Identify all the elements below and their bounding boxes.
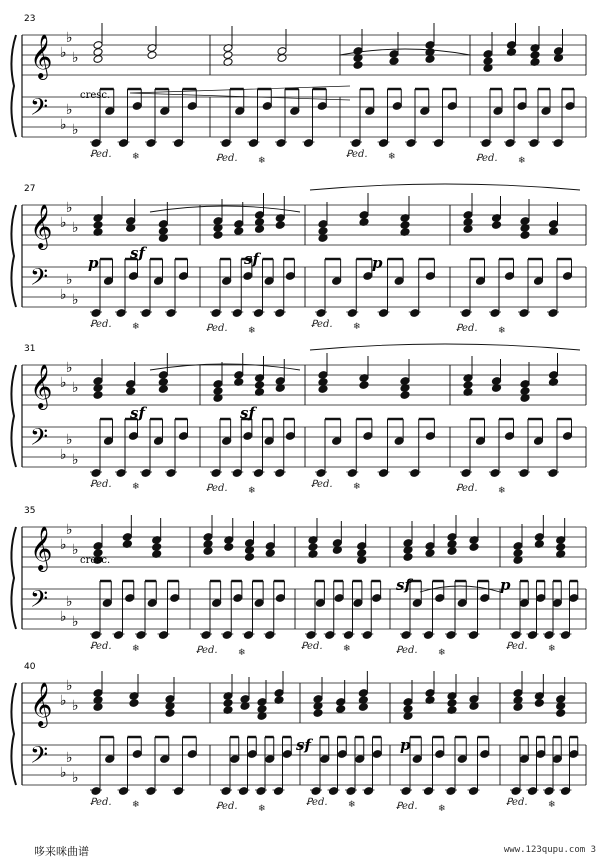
flat-icon: ♭ (60, 447, 67, 463)
treble-note (254, 381, 264, 390)
treble-note (318, 385, 328, 394)
pedal-release-icon: ❄ (498, 486, 506, 496)
treble-clef-icon: 𝄞 (30, 526, 53, 570)
treble-note (556, 709, 566, 718)
treble-note (425, 549, 435, 558)
measure-number: 40 (24, 662, 36, 672)
flat-icon: ♭ (60, 765, 67, 781)
pedal-marking: Ꝑed. (206, 483, 228, 494)
flat-icon: ♭ (72, 698, 79, 714)
pedal-marking: Ꝑed. (90, 797, 112, 808)
pedal-release-icon: ❄ (438, 804, 446, 814)
pedal-release-icon: ❄ (518, 156, 526, 166)
treble-note (244, 553, 254, 562)
grand-staff-brace (11, 527, 16, 629)
treble-note (213, 387, 223, 396)
dynamic-p: p (400, 736, 411, 754)
flat-icon: ♭ (72, 380, 79, 396)
dynamic-sf: sf (130, 244, 145, 262)
dynamic-p: p (372, 254, 383, 272)
bass-clef-icon: 𝄢 (30, 585, 49, 618)
treble-note (147, 51, 157, 60)
flat-icon: ♭ (66, 750, 73, 766)
pedal-release-icon: ❄ (353, 322, 361, 332)
flat-icon: ♭ (66, 200, 73, 216)
treble-note (403, 705, 413, 714)
treble-note (223, 51, 233, 60)
treble-note (357, 549, 367, 558)
grand-staff-brace (11, 683, 16, 785)
flat-icon: ♭ (66, 30, 73, 46)
slur (150, 206, 300, 212)
treble-note (158, 227, 168, 236)
bass-clef-icon: 𝄢 (30, 423, 49, 456)
treble-note (520, 231, 530, 240)
pedal-marking: Ꝑed. (306, 797, 328, 808)
flat-icon: ♭ (66, 360, 73, 376)
flat-icon: ♭ (60, 537, 67, 553)
treble-note (93, 391, 103, 400)
flat-icon: ♭ (72, 452, 79, 468)
treble-note (359, 381, 369, 390)
dynamic-sf: sf (396, 576, 411, 594)
treble-note (275, 221, 285, 230)
treble-note (353, 61, 363, 70)
flat-icon: ♭ (66, 594, 73, 610)
treble-note (203, 547, 213, 556)
pedal-release-icon: ❄ (132, 482, 140, 492)
treble-note (548, 227, 558, 236)
flat-icon: ♭ (60, 609, 67, 625)
treble-note (389, 57, 399, 66)
measure-number: 31 (24, 344, 36, 354)
treble-note (447, 547, 457, 556)
pedal-release-icon: ❄ (258, 804, 266, 814)
dynamic-sf: sf (296, 736, 311, 754)
treble-note (93, 221, 103, 230)
page-number: 3 (590, 845, 596, 855)
pedal-release-icon: ❄ (343, 644, 351, 654)
treble-note (165, 709, 175, 718)
treble-note (93, 55, 103, 64)
flat-icon: ♭ (60, 693, 67, 709)
pedal-release-icon: ❄ (388, 152, 396, 162)
pedal-marking: Ꝑed. (90, 479, 112, 490)
flat-icon: ♭ (66, 522, 73, 538)
flat-icon: ♭ (66, 272, 73, 288)
pedal-marking: Ꝑed. (396, 645, 418, 656)
dynamic-p: p (88, 254, 99, 272)
flat-icon: ♭ (72, 292, 79, 308)
pedal-marking: Ꝑed. (206, 323, 228, 334)
dynamic-sf: sf (130, 404, 145, 422)
pedal-release-icon: ❄ (132, 800, 140, 810)
pedal-marking: Ꝑed. (216, 153, 238, 164)
cresc-marking: cresc. (80, 90, 111, 101)
footer-site-name: 哆来咪曲谱 (34, 845, 89, 858)
treble-note (158, 385, 168, 394)
treble-note (400, 391, 410, 400)
pedal-marking: Ꝑed. (476, 153, 498, 164)
treble-note (313, 709, 323, 718)
treble-note (234, 227, 244, 236)
treble-note (308, 543, 318, 552)
flat-icon: ♭ (72, 614, 79, 630)
cresc-marking: cresc. (80, 555, 111, 566)
slur (310, 184, 580, 190)
flat-icon: ♭ (72, 122, 79, 138)
pedal-marking: Ꝑed. (396, 801, 418, 812)
pedal-marking: Ꝑed. (506, 641, 528, 652)
treble-note (513, 549, 523, 558)
pedal-release-icon: ❄ (498, 326, 506, 336)
treble-note (318, 227, 328, 236)
treble-clef-icon: 𝄞 (30, 682, 53, 726)
pedal-marking: Ꝑed. (311, 319, 333, 330)
treble-note (491, 221, 501, 230)
treble-note (463, 381, 473, 390)
treble-clef-icon: 𝄞 (30, 204, 53, 248)
treble-note (126, 387, 136, 396)
pedal-marking: Ꝑed. (90, 149, 112, 160)
treble-note (336, 705, 346, 714)
treble-clef-icon: 𝄞 (30, 34, 53, 78)
pedal-release-icon: ❄ (132, 322, 140, 332)
pedal-release-icon: ❄ (238, 648, 246, 658)
treble-note (463, 225, 473, 234)
pedal-marking: Ꝑed. (506, 797, 528, 808)
pedal-marking: Ꝑed. (346, 149, 368, 160)
bass-clef-icon: 𝄢 (30, 93, 49, 126)
footer-url (504, 845, 596, 855)
treble-note (447, 699, 457, 708)
pedal-release-icon: ❄ (353, 482, 361, 492)
treble-note (483, 57, 493, 66)
flat-icon: ♭ (66, 432, 73, 448)
measure-number: 35 (24, 506, 36, 516)
pedal-release-icon: ❄ (248, 486, 256, 496)
bass-clef-icon: 𝄢 (30, 263, 49, 296)
flat-icon: ♭ (72, 50, 79, 66)
flat-icon: ♭ (60, 287, 67, 303)
treble-note (223, 699, 233, 708)
measure-number: 23 (24, 14, 36, 24)
pedal-marking: Ꝑed. (456, 483, 478, 494)
slur (310, 344, 580, 350)
treble-note (469, 543, 479, 552)
treble-note (534, 699, 544, 708)
treble-note (129, 699, 139, 708)
treble-note (213, 231, 223, 240)
treble-note (254, 225, 264, 234)
treble-note (520, 387, 530, 396)
pedal-release-icon: ❄ (258, 156, 266, 166)
treble-note (556, 543, 566, 552)
bass-clef-icon: 𝄢 (30, 741, 49, 774)
pedal-release-icon: ❄ (548, 800, 556, 810)
treble-note (224, 543, 234, 552)
pedal-marking: Ꝑed. (90, 641, 112, 652)
pedal-marking: Ꝑed. (90, 319, 112, 330)
pedal-marking: Ꝑed. (196, 645, 218, 656)
treble-note (400, 221, 410, 230)
pedal-release-icon: ❄ (348, 800, 356, 810)
dynamic-sf: sf (240, 404, 255, 422)
flat-icon: ♭ (72, 770, 79, 786)
treble-note (358, 703, 368, 712)
treble-note (93, 703, 103, 712)
pedal-marking: Ꝑed. (216, 801, 238, 812)
flat-icon: ♭ (72, 220, 79, 236)
treble-clef-icon: 𝄞 (30, 364, 53, 408)
grand-staff-brace (11, 365, 16, 467)
flat-icon: ♭ (66, 678, 73, 694)
pedal-marking: Ꝑed. (456, 323, 478, 334)
grand-staff-brace (11, 205, 16, 307)
treble-note (265, 549, 275, 558)
footer-url-text: www.123qupu.com (503, 845, 586, 855)
dynamic-sf: sf (244, 250, 259, 268)
treble-note (425, 55, 435, 64)
dynamic-p: p (500, 576, 511, 594)
pedal-release-icon: ❄ (548, 644, 556, 654)
treble-note (152, 543, 162, 552)
flat-icon: ♭ (66, 102, 73, 118)
pedal-marking: Ꝑed. (301, 641, 323, 652)
treble-note (530, 51, 540, 60)
flat-icon: ♭ (60, 117, 67, 133)
pedal-release-icon: ❄ (438, 648, 446, 658)
pedal-release-icon: ❄ (248, 326, 256, 336)
pedal-release-icon: ❄ (132, 644, 140, 654)
pedal-release-icon: ❄ (132, 152, 140, 162)
flat-icon: ♭ (60, 45, 67, 61)
flat-icon: ♭ (60, 375, 67, 391)
flat-icon: ♭ (72, 542, 79, 558)
measure-number: 27 (24, 184, 36, 194)
flat-icon: ♭ (60, 215, 67, 231)
treble-note (403, 553, 413, 562)
treble-note (513, 703, 523, 712)
pedal-marking: Ꝑed. (311, 479, 333, 490)
treble-note (257, 705, 267, 714)
grand-staff-brace (11, 35, 16, 137)
